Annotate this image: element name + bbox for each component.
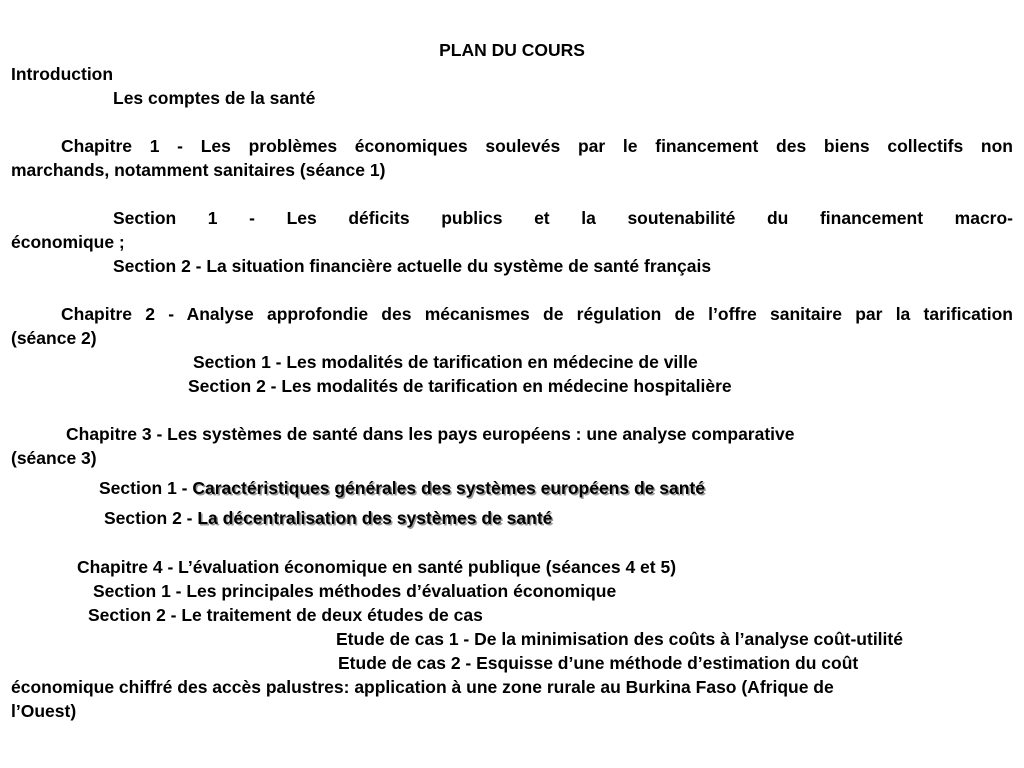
chapitre-4-etude-2-cont-2: l’Ouest) [11,701,77,721]
chapitre-1-heading: Chapitre 1 - Les problèmes économiques soulevés par le financement des biens collectifs non [61,136,1013,156]
chapitre-4-etude-1: Etude de cas 1 - De la minimisation des coûts à l’analyse coût-utilité [336,629,903,649]
chapitre-1-section-2: Section 2 - La situation financière actuelle du système de santé français [113,256,712,276]
page-title: PLAN DU COURS [439,40,585,60]
chapitre-1-heading-cont: marchands, notamment sanitaires (séance 1) [11,160,386,180]
chapitre-3-section-1-title: Caractéristiques générales des systèmes européens de santé [192,478,705,498]
chapitre-4-section-2: Section 2 - Le traitement de deux études de cas [88,605,483,625]
chapitre-2-section-1: Section 1 - Les modalités de tarification en médecine de ville [193,352,698,372]
introduction-heading: Introduction [11,64,114,84]
chapitre-3-section-1-prefix: Section 1 - [99,478,193,498]
chapitre-3-section-2-title: La décentralisation des systèmes de santé [197,508,553,528]
chapitre-3-heading: Chapitre 3 - Les systèmes de santé dans les pays européens : une analyse comparative [66,424,795,444]
chapitre-3-section-2-prefix: Section 2 - [104,508,198,528]
chapitre-4-etude-2: Etude de cas 2 - Esquisse d’une méthode d’estimation du coût [338,653,859,673]
chapitre-1-section-1-cont: économique ; [11,232,125,252]
chapitre-2-heading: Chapitre 2 - Analyse approfondie des mécanismes de régulation de l’offre sanitaire par la tarification [61,304,1013,324]
chapitre-4-section-1: Section 1 - Les principales méthodes d’évaluation économique [93,581,617,601]
chapitre-2-heading-cont: (séance 2) [11,328,97,348]
chapitre-3-section-2 [104,507,552,529]
introduction-item: Les comptes de la santé [113,88,316,108]
chapitre-3-heading-cont: (séance 3) [11,448,97,468]
chapitre-4-heading: Chapitre 4 - L’évaluation économique en santé publique (séances 4 et 5) [77,557,677,577]
chapitre-1-section-1: Section 1 - Les déficits publics et la soutenabilité du financement macro- [113,208,1013,228]
chapitre-4-etude-2-cont: économique chiffré des accès palustres: application à une zone rurale au Burkina Faso (Afrique de [11,677,834,697]
chapitre-3-section-1 [99,477,705,499]
chapitre-2-section-2: Section 2 - Les modalités de tarification en médecine hospitalière [188,376,732,396]
